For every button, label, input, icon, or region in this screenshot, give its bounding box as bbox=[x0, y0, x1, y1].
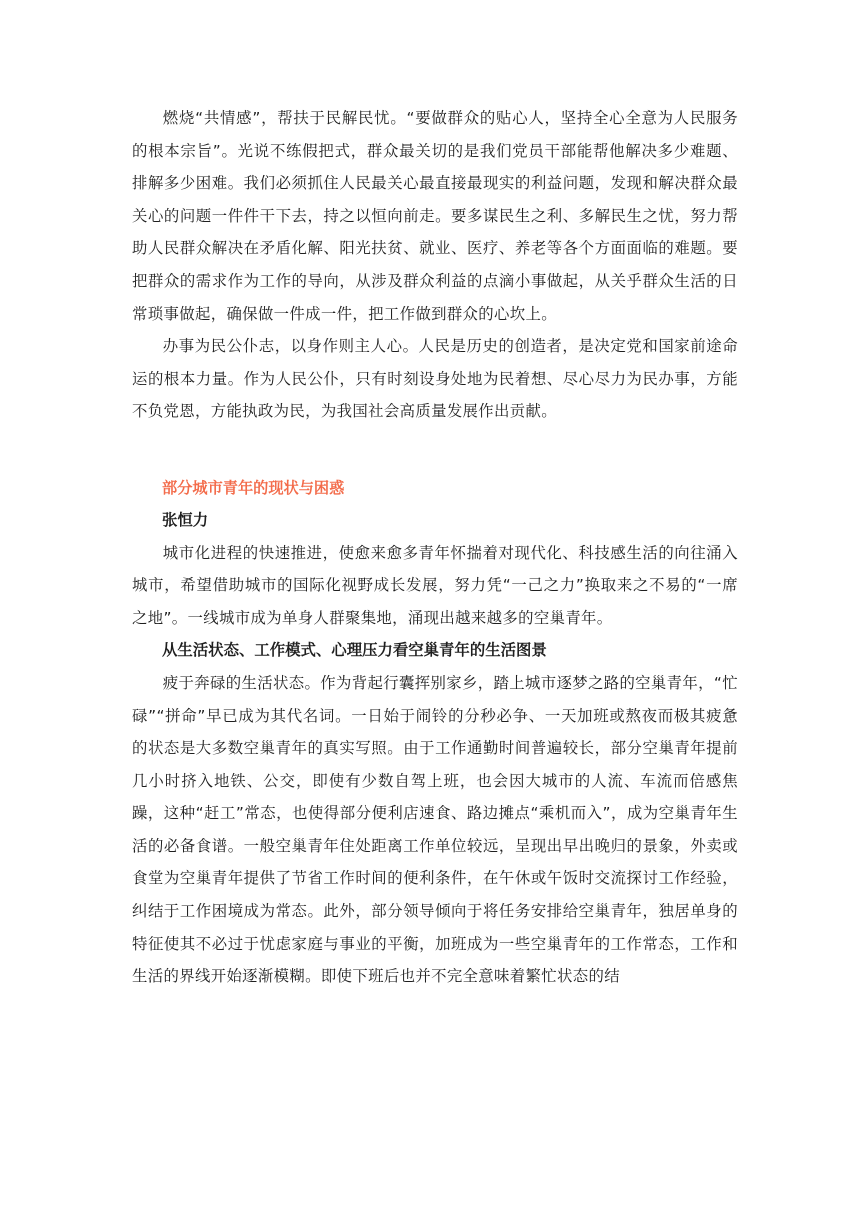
document-page bbox=[132, 102, 738, 993]
body-paragraph: 疲于奔碌的生活状态。作为背起行囊挥别家乡，踏上城市逐梦之路的空巢青年，“忙碌”“拼命”早已成为其代名词。一日始于闹铃的分秒必争、一天加班或熬夜而极其疲惫的状态是大多数空巢青年的真实写照。由于工作通勤时间普遍较长，部分空巢青年提前几小时挤入地铁、公交，即使有少数自驾上班，也会因大城市的人流、车流而倍感焦躁，这种“赶工”常态，也使得部分便利店速食、路边摊点“乘机而入”，成为空巢青年生活的必备食谱。一般空巢青年住处距离工作单位较远，呈现出早出晚归的景象，外卖或食堂为空巢青年提供了节省工作时间的便利条件，在午休或午饭时交流探讨工作经验，纠结于工作困境成为常态。此外，部分领导倾向于将任务安排给空巢青年，独居单身的特征使其不必过于忧虑家庭与事业的平衡，加班成为一些空巢青年的工作常态，工作和生活的界线开始逐渐模糊。即使下班后也并不完全意味着繁忙状态的结 bbox=[132, 673, 738, 986]
sub-heading: 从生活状态、工作模式、心理压力看空巢青年的生活图景 bbox=[162, 641, 547, 660]
body-paragraph: 燃烧“共情感”，帮扶于民解民忧。“要做群众的贴心人，坚持全心全意为人民服务的根本宗旨”。光说不练假把式，群众最关切的是我们党员干部能帮他解决多少难题、排解多少困难。我们必须抓住人民最关心最直接最现实的利益问题，发现和解决群众最关心的问题一件件干下去，持之以恒向前走。要多谋民生之利、多解民生之忧，努力帮助人民群众解决在矛盾化解、阳光扶贫、就业、医疗、养老等各个方面面临的难题。要把群众的需求作为工作的导向，从涉及群众利益的点滴小事做起，从关乎群众生活的日常琐事做起，确保做一件成一件，把工作做到群众的心坎上。 bbox=[132, 109, 738, 323]
body-paragraph: 办事为民公仆志，以身作则主人心。人民是历史的创造者，是决定党和国家前途命运的根本力量。作为人民公仆，只有时刻设身处地为民着想、尽心尽力为民办事，方能不负党恩，方能执政为民，为我国社会高质量发展作出贡献。 bbox=[132, 337, 738, 421]
section-spacer bbox=[132, 428, 738, 472]
section-title: 部分城市青年的现状与困惑 bbox=[162, 478, 345, 497]
author-name: 张恒力 bbox=[162, 510, 209, 529]
intro-paragraph: 城市化进程的快速推进，使愈来愈多青年怀揣着对现代化、科技感生活的向往涌入城市，希望借助城市的国际化视野成长发展，努力凭“一己之力”换取来之不易的“一席之地”。一线城市成为单身人群聚集地，涌现出越来越多的空巢青年。 bbox=[132, 543, 738, 627]
